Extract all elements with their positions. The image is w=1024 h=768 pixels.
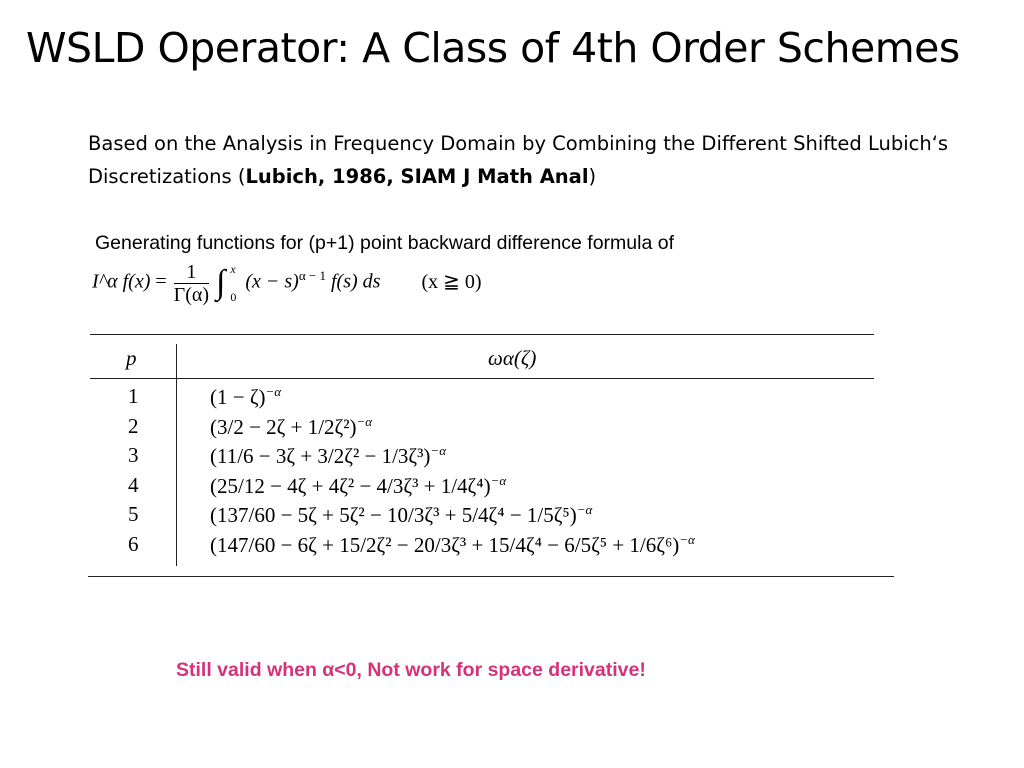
integral-upper: x — [230, 262, 236, 276]
formula-eq: = — [155, 270, 167, 293]
row-generating-function: $(137/60 - 5\zeta + 5\zeta^2 - 10/3\zeta^3 + 5/4\zeta^4 - 1/5\zeta^5)^{-\alpha}$ — [210, 502, 593, 527]
coefficients-table — [88, 334, 894, 582]
table-row — [88, 384, 894, 413]
integral-lower: 0 — [230, 290, 237, 304]
slide-title: WSLD Operator: A Class of 4th Order Schemes — [26, 24, 960, 72]
intro-close: ) — [588, 165, 597, 188]
table-header-rule — [90, 378, 874, 379]
integral-formula — [92, 255, 482, 311]
row-generating-function: $(147/60 - 6\zeta + 15/2\zeta^2 - 20/3\zeta^3 + 15/4\zeta^4 - 6/5\zeta^5 + 1/6\zeta^6)^{-\alpha}$ — [210, 531, 695, 557]
row-generating-function: $(11/6 - 3\zeta + 3/2\zeta^2 - 1/3\zeta^3)^{-\alpha}$ — [210, 443, 447, 468]
formula-condition: (x ≧ 0) — [421, 270, 482, 293]
table-row — [88, 414, 894, 443]
row-p-value: 1 — [128, 384, 139, 408]
integral-limits — [230, 255, 236, 311]
table-row — [88, 532, 894, 561]
row-p-value: 4 — [128, 472, 139, 497]
row-generating-function: $(1 - \zeta)^{-\alpha}$ — [210, 384, 282, 409]
intro-citation: Lubich, 1986, SIAM J Math Anal — [245, 165, 589, 188]
intro-plain: Based on the Analysis in Frequency Domain by Combining the Different Shifted Lubich‘s Discretizations ( — [88, 132, 949, 188]
formula-rest: f(s) ds — [330, 270, 381, 293]
formula-frac-num: 1 — [174, 261, 209, 284]
row-exponent: −α — [430, 443, 447, 458]
row-generating-function: $(3/2 - 2\zeta + 1/2\zeta^2)^{-\alpha}$ — [210, 413, 373, 439]
formula-lhs: I^α f(x) — [92, 270, 151, 293]
row-exponent: −α — [356, 413, 373, 429]
row-exponent: −α — [679, 531, 695, 547]
table-top-rule — [90, 334, 874, 335]
validity-note: Still valid when α<0, Not work for space derivative! — [176, 659, 646, 681]
row-p-value: 5 — [128, 502, 139, 526]
row-exponent: −α — [490, 472, 507, 488]
row-exponent: −α — [576, 502, 593, 517]
table-row — [88, 443, 894, 472]
row-p-value: 6 — [128, 531, 139, 556]
table-header-p: p — [126, 346, 137, 370]
table-row — [88, 473, 894, 502]
row-generating-function: $(25/12 - 4\zeta + 4\zeta^2 - 4/3\zeta^3 + 1/4\zeta^4)^{-\alpha}$ — [210, 472, 507, 498]
table-bottom-rule — [88, 576, 894, 577]
generating-text: Generating functions for (p+1) point backward difference formula of — [95, 232, 675, 254]
formula-frac-den: Γ(α) — [173, 283, 210, 306]
intro-text — [88, 127, 968, 193]
formula-integrand: (x − s) — [245, 270, 299, 293]
table-row — [88, 502, 894, 531]
row-exponent: −α — [265, 384, 282, 399]
row-p-value: 2 — [128, 413, 139, 438]
formula-fraction — [174, 261, 209, 306]
table-header-omega: ωα(ζ) — [488, 346, 537, 370]
row-p-value: 3 — [128, 443, 139, 467]
integral-sign: ∫ — [216, 264, 226, 301]
formula-exponent: α − 1 — [298, 267, 326, 283]
